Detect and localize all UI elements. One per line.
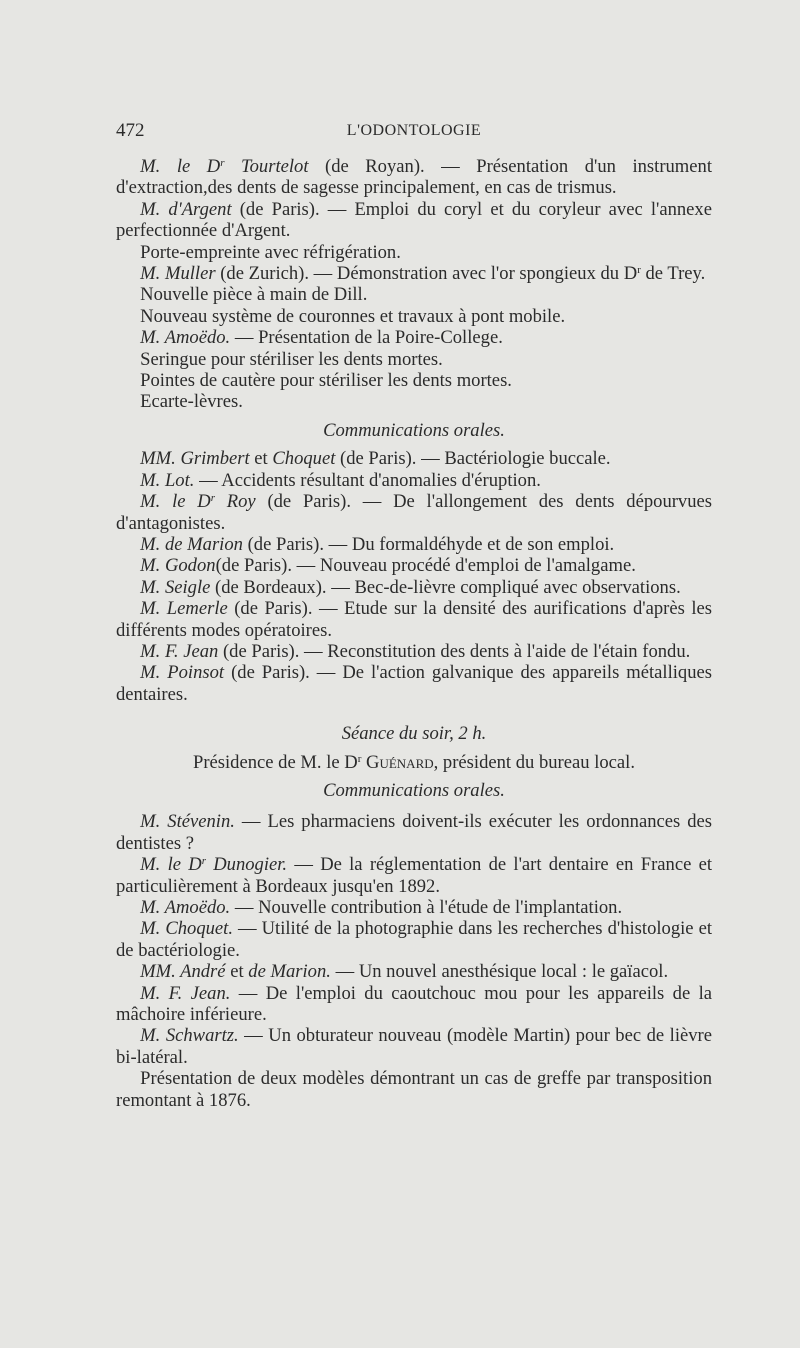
paragraph	[116, 306, 712, 327]
author-name: Tourtelot	[224, 156, 309, 177]
author-name: r	[210, 492, 215, 505]
text-run: Nouveau système de couronnes et travaux à pont mobile.	[140, 305, 566, 327]
author-name: M. le D	[140, 491, 211, 513]
author-name: M. Godon	[140, 555, 216, 577]
page-number: 472	[116, 120, 145, 141]
author-name: M. Lot.	[140, 469, 195, 491]
author-name: Choquet	[272, 448, 336, 470]
text-run: et	[249, 448, 273, 470]
author-name: M. F. Jean	[140, 640, 219, 662]
author-name: Dunogier.	[205, 854, 288, 876]
author-name: r	[201, 855, 206, 868]
text-run: (de Paris). — Nouveau procédé d'emploi de l'amalgame.	[215, 555, 636, 577]
superscript: r	[637, 264, 641, 277]
text-run: — Présentation de la Poire-College.	[230, 327, 503, 349]
text-run: — Les pharmaciens doivent-ils exécuter les ordonnances des dentistes ?	[116, 811, 712, 854]
text-run: (de Paris). — Reconstitution des dents à l'aide de l'étain fondu.	[218, 640, 691, 662]
text-run: — De la réglementation de l'art dentaire en France et particulièrement à Bordeaux jusqu'en 1892.	[116, 854, 713, 897]
running-header	[116, 120, 712, 146]
author-name: M. Lemerle	[140, 598, 228, 620]
text-run: Présidence de M. le D	[192, 751, 358, 773]
text-run: (de Paris). — Etude sur la densité des aurifications d'après les différents modes opératoires.	[116, 598, 712, 641]
paragraph	[116, 918, 712, 961]
paragraph	[116, 534, 712, 555]
paragraph	[116, 897, 712, 918]
paragraph	[116, 349, 712, 370]
paragraph	[116, 284, 712, 305]
text-run: Porte-empreinte avec réfrigération.	[140, 241, 401, 263]
text-run: et	[225, 961, 249, 983]
text-run: (de Paris). — Du formaldéhyde et de son emploi.	[242, 533, 615, 555]
author-name: M. le D	[140, 854, 202, 876]
paragraph	[116, 391, 712, 412]
text-run: (de Royan). — Présentation d'un instrument d'extraction,des dents de sagesse principalement, en cas de trismus.	[116, 156, 712, 199]
paragraph	[116, 555, 712, 576]
author-name: MM. André	[140, 961, 226, 983]
text-run: Ecarte-lèvres.	[140, 391, 243, 413]
superscript: r	[357, 752, 362, 765]
paragraph	[116, 327, 712, 348]
paragraph	[116, 854, 712, 897]
author-name: M. de Marion	[140, 533, 243, 555]
text-run: de Trey.	[640, 263, 706, 285]
author-name: M. Schwartz.	[140, 1025, 239, 1047]
section-heading	[116, 420, 712, 441]
text-run: (de Paris). — Emploi du coryl et du coryleur avec l'annexe perfectionnée d'Argent.	[116, 198, 712, 242]
author-name: M. Amoëdo.	[140, 327, 231, 349]
text-run: Guénard	[366, 751, 434, 773]
paragraph	[116, 448, 712, 469]
paragraph	[116, 156, 712, 199]
running-title: L'ODONTOLOGIE	[346, 122, 482, 139]
text-run: (de Zurich). — Démonstration avec l'or spongieux du D	[215, 263, 638, 285]
text-run: — Un obturateur nouveau (modèle Martin) pour bec de lièvre bi-latéral.	[116, 1025, 712, 1068]
author-name: M. Muller	[140, 263, 216, 285]
author-name: M. F. Jean.	[140, 982, 231, 1004]
section-heading	[116, 752, 712, 773]
text-run: , président du bureau local.	[433, 751, 635, 773]
text-run: Présentation de deux modèles démontrant un cas de greffe par transposition remontant à 1876.	[116, 1068, 712, 1111]
paragraph	[116, 370, 712, 391]
text-run: (de Paris). — De l'allongement des dents dépourvues d'antagonistes.	[116, 491, 713, 534]
text-run: — Utilité de la photographie dans les recherches d'histologie et de bactériologie.	[116, 918, 712, 961]
author-name: Communications orales.	[323, 779, 505, 801]
paragraph	[116, 1068, 712, 1111]
text-run: (de Bordeaux). — Bec-de-lièvre compliqué avec observations.	[210, 576, 681, 598]
paragraph	[116, 470, 712, 491]
text-run: Seringue pour stériliser les dents mortes.	[140, 348, 443, 370]
text-run: — Accidents résultant d'anomalies d'éruption.	[194, 469, 541, 491]
author-name: Roy	[214, 491, 256, 513]
author-name: M. Choquet.	[140, 918, 233, 940]
paragraph	[116, 811, 712, 854]
text-run: Nouvelle pièce à main de Dill.	[140, 284, 368, 306]
section-heading	[116, 780, 712, 801]
paragraph	[116, 199, 712, 242]
author-name: Séance du soir, 2 h.	[341, 723, 487, 745]
author-name: M. Amoëdo.	[140, 897, 231, 918]
author-name: M. Stévenin.	[140, 811, 235, 833]
paragraph	[116, 263, 712, 284]
paragraph	[116, 598, 712, 641]
author-name: M. Poinsot	[140, 662, 225, 684]
text-run: Pointes de cautère pour stériliser les dents mortes.	[140, 370, 512, 392]
author-name: M. Seigle	[140, 576, 211, 598]
author-name: Communications orales.	[323, 419, 505, 441]
author-name: de Marion.	[248, 961, 331, 983]
paragraph	[116, 662, 712, 705]
text-run: — Un nouvel anesthésique local : le gaïacol.	[330, 961, 669, 983]
text-run: — Nouvelle contribution à l'étude de l'implantation.	[230, 897, 623, 918]
text-run: — De l'emploi du caoutchouc mou pour les appareils de la mâchoire inférieure.	[116, 982, 712, 1026]
section-heading	[116, 723, 712, 744]
paragraph	[116, 577, 712, 598]
author-name: M. d'Argent	[140, 198, 232, 220]
text-run: (de Paris). — De l'action galvanique des appareils métalliques dentaires.	[116, 662, 713, 705]
text-body	[116, 156, 712, 1111]
author-name: M. le D	[140, 156, 221, 177]
paragraph	[116, 1025, 712, 1068]
paragraph	[116, 961, 712, 982]
paragraph	[116, 641, 712, 662]
author-name: MM. Grimbert	[140, 448, 250, 470]
paragraph	[116, 242, 712, 263]
paragraph	[116, 983, 712, 1026]
paragraph	[116, 491, 712, 534]
author-name: r	[220, 157, 225, 169]
text-run: (de Paris). — Bactériologie buccale.	[335, 448, 611, 470]
